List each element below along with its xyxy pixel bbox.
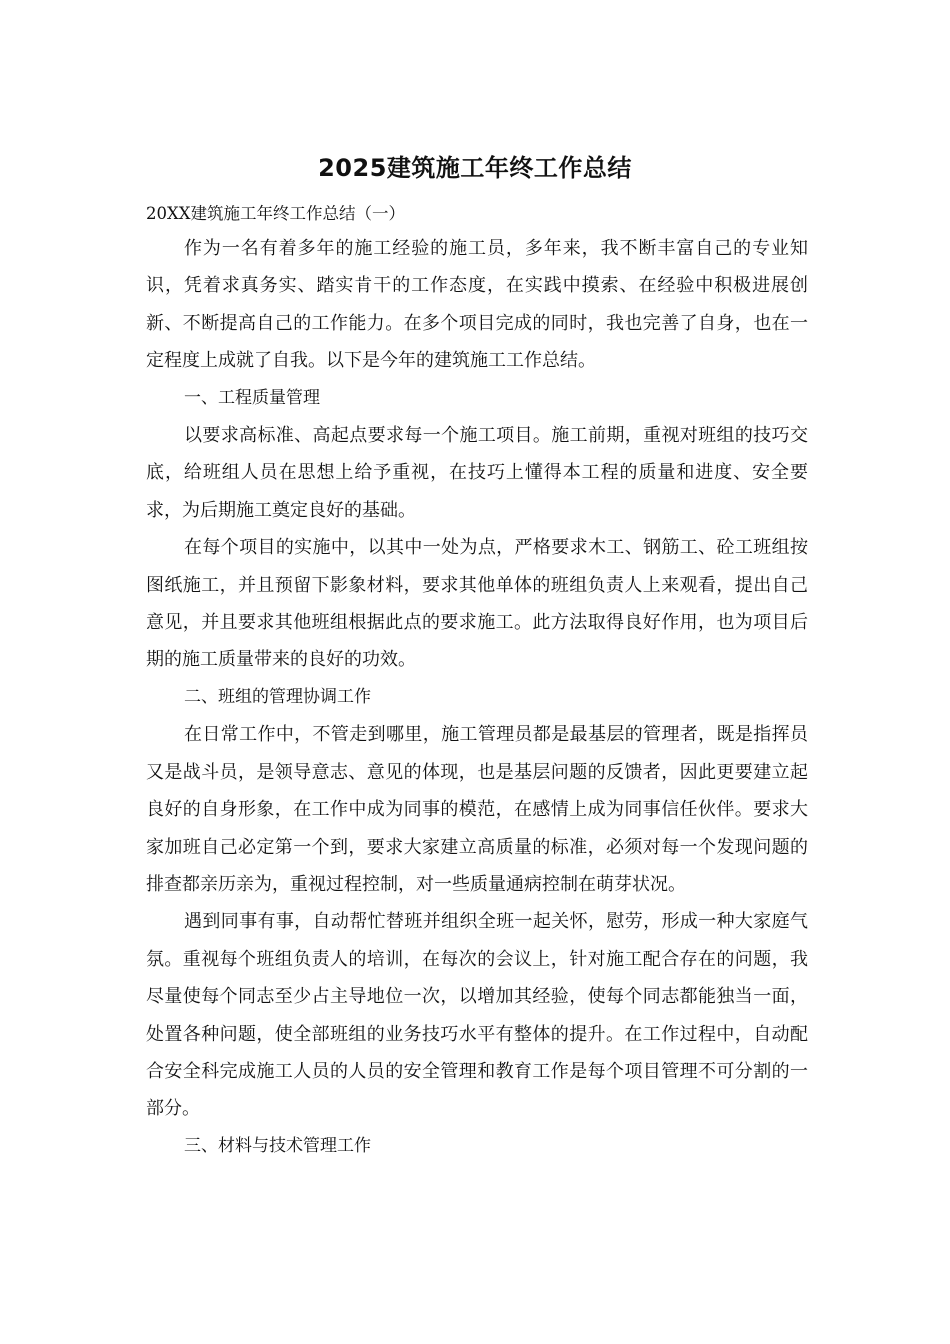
paragraph-intro: 作为一名有着多年的施工经验的施工员，多年来，我不断丰富自己的专业知识，凭着求真务实、踏实肯干的工作态度，在实践中摸索、在经验中积极进展创新、不断提高自己的工作能力。在多个项目完成的同时，我也完善了自身，也在一定程度上成就了自我。以下是今年的建筑施工工作总结。 bbox=[146, 238, 808, 372]
paragraph-team-2: 遇到同事有事，自动帮忙替班并组织全班一起关怀，慰劳，形成一种大家庭气氛。重视每个班组负责人的培训，在每次的会议上，针对施工配合存在的问题，我尽量使每个同志至少占主导地位一次，以增加其经验，使每个同志都能独当一面，处置各种问题，使全部班组的业务技巧水平有整体的提升。在工作过程中，自动配合安全科完成施工人员的人员的安全管理和教育工作是每个项目管理不可分割的一部分。 bbox=[146, 911, 808, 1120]
document-body bbox=[146, 199, 808, 1165]
document-title: 2025建筑施工年终工作总结 bbox=[318, 154, 632, 182]
paragraph-team-1: 在日常工作中，不管走到哪里，施工管理员都是最基层的管理者，既是指挥员又是战斗员，是领导意志、意见的体现，也是基层问题的反馈者，因此更要建立起良好的自身形象，在工作中成为同事的模范，在感情上成为同事信任伙伴。要求大家加班自己必定第一个到，要求大家建立高质量的标准，必须对每一个发现问题的排查都亲历亲为，重视过程控制，对一些质量通病控制在萌芽状况。 bbox=[146, 724, 808, 895]
paragraph-quality-1: 以要求高标准、高起点要求每一个施工项目。施工前期，重视对班组的技巧交底，给班组人员在思想上给予重视，在技巧上懂得本工程的质量和进度、安全要求，为后期施工奠定良好的基础。 bbox=[146, 425, 808, 521]
paragraph-quality-2: 在每个项目的实施中，以其中一处为点，严格要求木工、钢筋工、砼工班组按图纸施工，并且预留下影象材料，要求其他单体的班组负责人上来观看，提出自己意见，并且要求其他班组根据此点的要求施工。此方法取得良好作用，也为项目后期的施工质量带来的良好的功效。 bbox=[146, 537, 808, 671]
section-heading-materials: 三、材料与技术管理工作 bbox=[184, 1135, 371, 1156]
section-heading-team: 二、班组的管理协调工作 bbox=[184, 686, 371, 707]
document-subtitle: 20XX建筑施工年终工作总结（一） bbox=[146, 204, 405, 223]
section-heading-quality: 一、工程质量管理 bbox=[184, 387, 320, 408]
